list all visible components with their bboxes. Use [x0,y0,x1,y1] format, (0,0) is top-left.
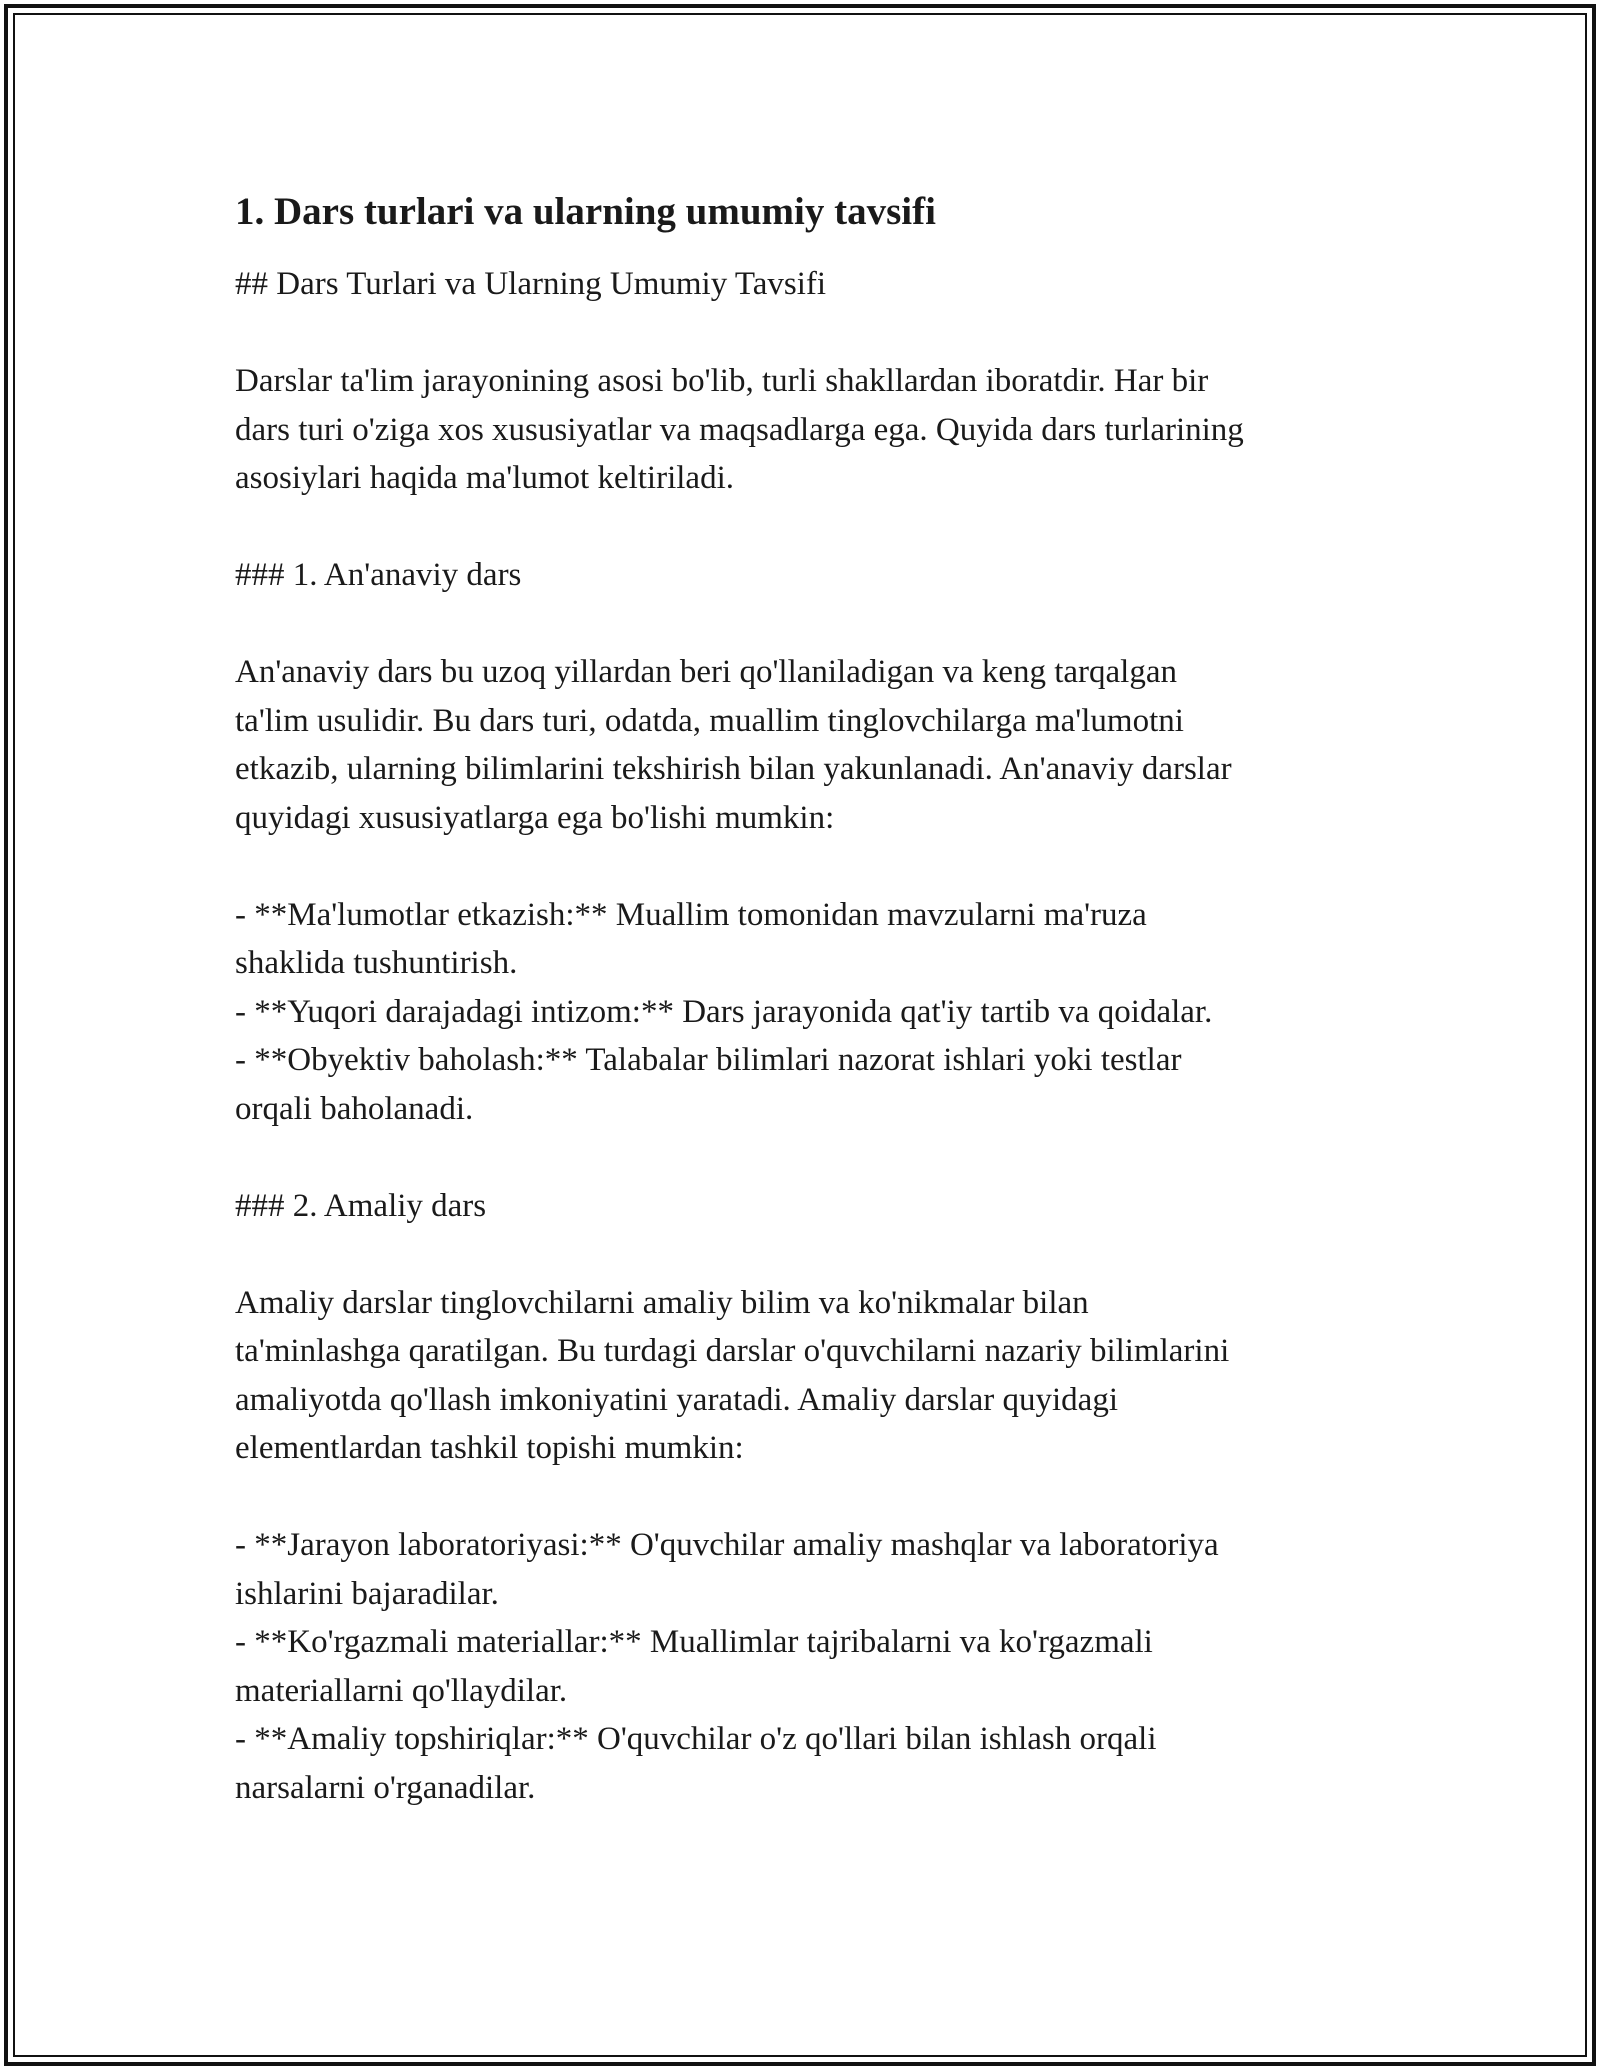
section2-heading: ### 2. Amaliy dars [235,1187,487,1224]
paragraph-line: etkazib, ularning bilimlarini tekshirish bilan yakunlanadi. An'anaviy darslar [235,751,1232,787]
paragraph-line: ta'lim usulidir. Bu dars turi, odatda, muallim tinglovchilarga ma'lumotni [235,702,1184,739]
section-heading-main: ## Dars Turlari va Ularning Umumiy Tavsifi [235,266,827,302]
bullet-line: - **Ma'lumotlar etkazish:** Muallim tomonidan mavzularni ma'ruza [235,896,1147,933]
paragraph-line: ta'minlashga qaratilgan. Bu turdagi darslar o'quvchilarni nazariy bilimlarini [235,1333,1230,1369]
bullet-line: narsalarni o'rganadilar. [235,1769,536,1806]
spacer [235,1230,1375,1279]
paragraph-line: An'anaviy dars bu uzoq yillardan beri qo'llaniladigan va keng tarqalgan [235,654,1177,690]
intro-line: asosiylari haqida ma'lumot keltiriladi. [235,460,734,496]
spacer [235,1473,1375,1522]
bullet-line: ishlarini bajaradilar. [235,1575,499,1612]
section1-heading: ### 1. An'anaviy dars [235,557,522,593]
spacer [235,1133,1375,1182]
bullet-line: - **Amaliy topshiriqlar:** O'quvchilar o'z qo'llari bilan ishlash orqali [235,1721,1157,1757]
intro-paragraph [235,357,1375,503]
bullet-line: - **Yuqori darajadagi intizom:** Dars jarayonida qat'iy tartib va qoidalar. [235,993,1213,1030]
bullet-line: - **Jarayon laboratoriyasi:** O'quvchilar amaliy mashqlar va laboratoriya [235,1527,1219,1563]
section2-bullet-list [235,1521,1375,1812]
section1-bullet-list [235,891,1375,1134]
intro-line: Darslar ta'lim jarayonining asosi bo'lib, turli shakllardan iboratdir. Har bir [235,363,1209,399]
paragraph-line: Amaliy darslar tinglovchilarni amaliy bilim va ko'nikmalar bilan [235,1284,1089,1321]
bullet-line: orqali baholanadi. [235,1090,474,1127]
paragraph-line: elementlardan tashkil topishi mumkin: [235,1430,744,1466]
spacer [235,503,1375,552]
spacer [235,309,1375,358]
bullet-line: materiallarni qo'llaydilar. [235,1672,568,1709]
intro-line: dars turi o'ziga xos xususiyatlar va maqsadlarga ega. Quyida dars turlarining [235,411,1244,448]
section2-paragraph [235,1279,1375,1473]
spacer [235,842,1375,891]
document-title: 1. Dars turlari va ularning umumiy tavsifi [235,190,936,233]
paragraph-line: quyidagi xususiyatlarga ega bo'lishi mumkin: [235,799,835,836]
document-body [235,188,1375,1812]
paragraph-line: amaliyotda qo'llash imkoniyatini yaratadi. Amaliy darslar quyidagi [235,1381,1118,1418]
bullet-line: - **Ko'rgazmali materiallar:** Muallimlar tajribalarni va ko'rgazmali [235,1624,1153,1660]
section1-paragraph [235,648,1375,842]
bullet-line: - **Obyektiv baholash:** Talabalar bilimlari nazorat ishlari yoki testlar [235,1042,1182,1078]
bullet-line: shaklida tushuntirish. [235,945,518,981]
spacer [235,600,1375,649]
